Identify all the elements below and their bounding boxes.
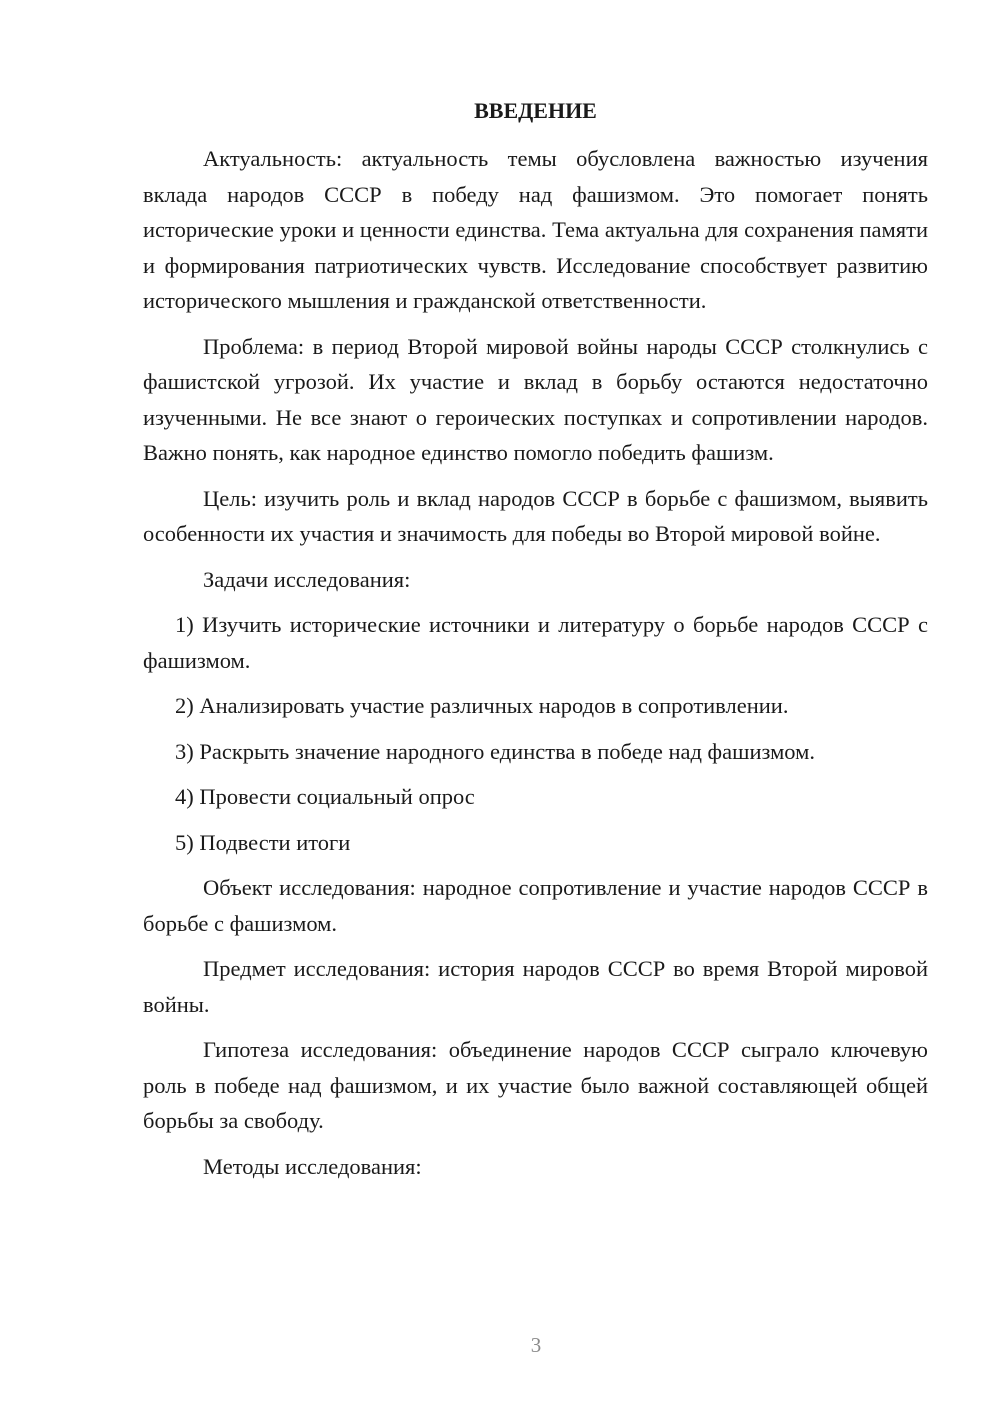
problem-paragraph: Проблема: в период Второй мировой войны народы СССР столкнулись с фашистской угрозой. Их участие и вклад в борьбу остаются недостаточно изученными. Не все знают о героических поступках и сопротивлении народов. Важно понять, как народное единство помогло победить фашизм. [143, 333, 928, 465]
task-item-5: 5) Подвести итоги [175, 829, 351, 855]
relevance-paragraph: Актуальность: актуальность темы обусловлена важностью изучения вклада народов СССР в победу над фашизмом. Это помогает понять исторические уроки и ценности единства. Тема актуальна для сохранения памяти и формирования патриотических чувств. Исследование способствует развитию исторического мышления и гражданской ответственности. [143, 146, 928, 313]
task-item-2: 2) Анализировать участие различных народов в сопротивлении. [175, 693, 789, 718]
methods-heading: Методы исследования: [203, 1153, 422, 1179]
page-title: ВВЕДЕНИЕ [474, 98, 597, 123]
tasks-heading: Задачи исследования: [203, 566, 411, 592]
goal-paragraph: Цель: изучить роль и вклад народов СССР в борьбе с фашизмом, выявить особенности их участия и значимость для победы во Второй мировой войне. [143, 485, 928, 546]
object-paragraph: Объект исследования: народное сопротивление и участие народов СССР в борьбе с фашизмом. [143, 875, 928, 936]
page-content [143, 96, 928, 1194]
task-item-1: 1) Изучить исторические источники и литературу о борьбе народов СССР с фашизмом. [143, 612, 928, 673]
subject-paragraph: Предмет исследования: история народов СССР во время Второй мировой войны. [143, 956, 928, 1017]
task-item-3: 3) Раскрыть значение народного единства в победе над фашизмом. [175, 738, 815, 764]
hypothesis-paragraph: Гипотеза исследования: объединение народов СССР сыграло ключевую роль в победе над фашизмом, и их участие было важной составляющей общей борьбы за свободу. [143, 1037, 928, 1133]
task-item-4: 4) Провести социальный опрос [175, 784, 475, 809]
page-number: 3 [530, 1333, 542, 1357]
